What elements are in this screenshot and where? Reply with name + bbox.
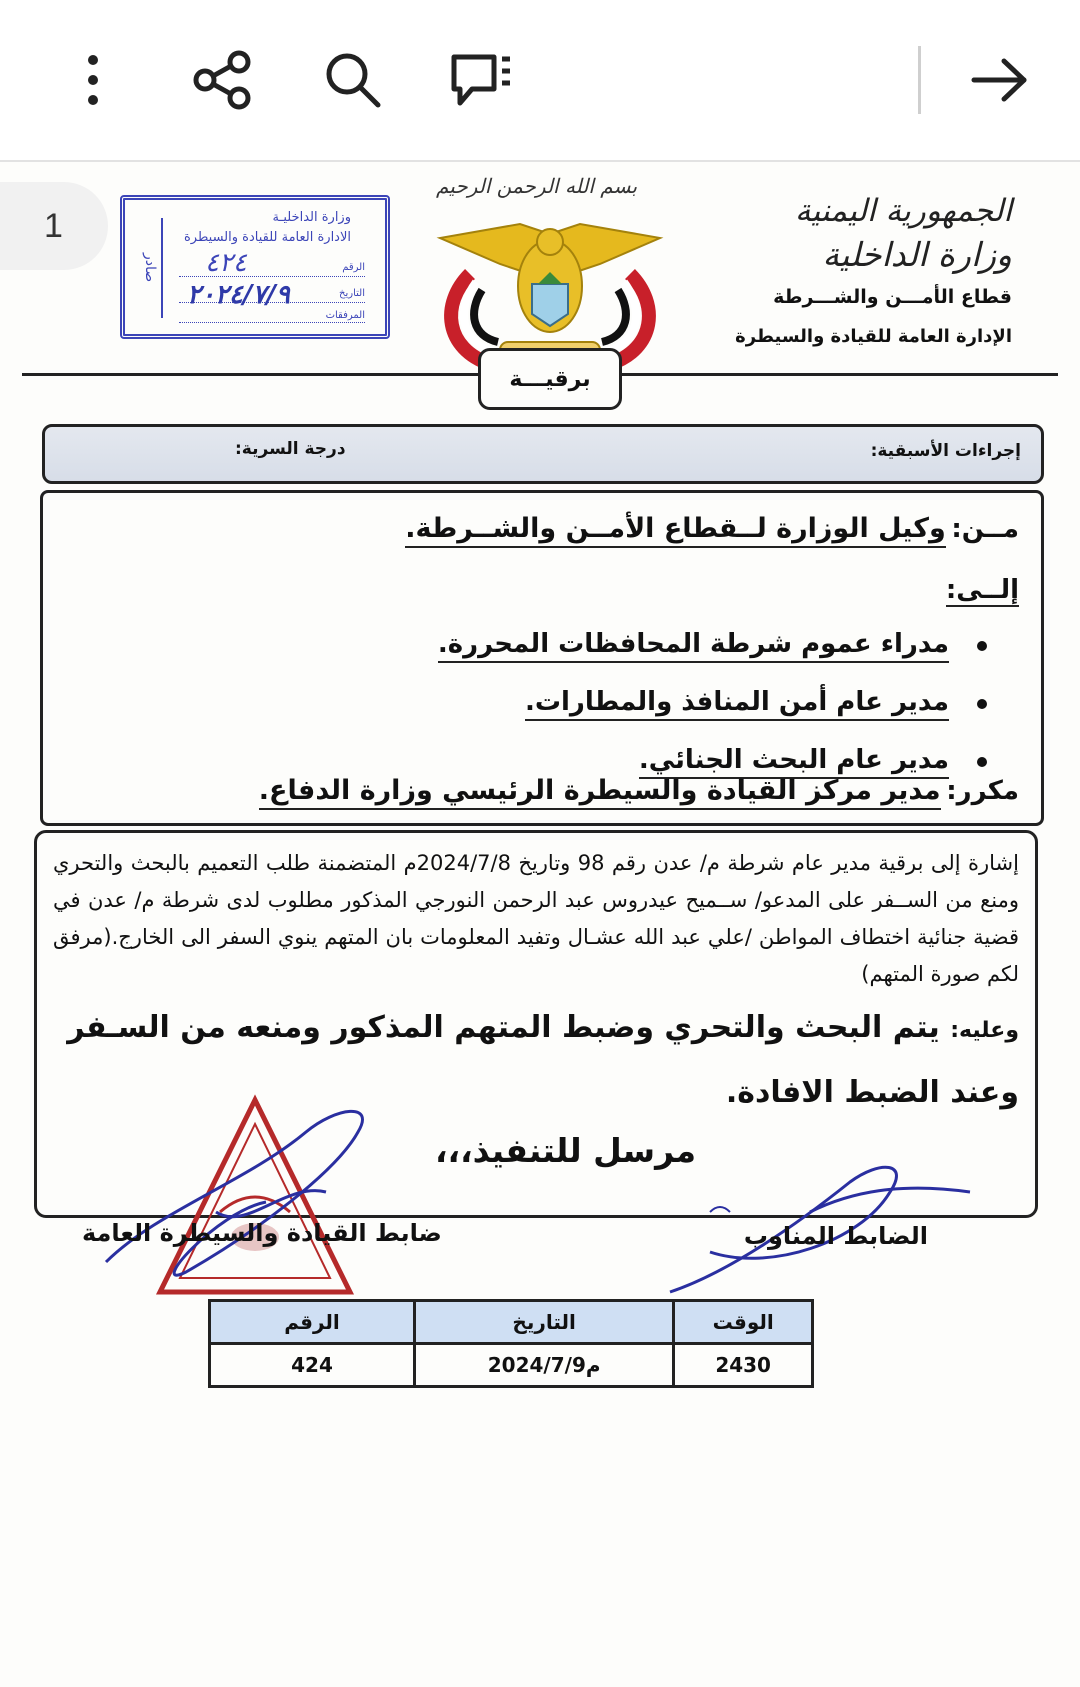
security-bar: [42, 424, 1044, 484]
comments-icon[interactable]: [446, 45, 516, 115]
cc-label: مكرر:: [946, 776, 1019, 806]
from-value: وكيل الوزارة لــقطاع الأمــن والشــرطة.: [405, 513, 946, 548]
stamp-number-label: الرقم: [342, 262, 365, 273]
to-row: [946, 575, 1019, 605]
from-label: مــن:: [951, 514, 1019, 544]
stamp-date-label: التاريخ: [339, 288, 365, 299]
stamp-attachments-line: [179, 322, 365, 323]
signature-left-icon: [96, 1092, 396, 1292]
addressing-box: [40, 490, 1044, 826]
table-row: [210, 1344, 813, 1387]
recipient-3: مدير عام البحث الجنائي.: [639, 745, 949, 779]
cell-number: 424: [210, 1344, 415, 1387]
cell-time: 2430: [674, 1344, 813, 1387]
document-type-label: برقيـــة: [478, 348, 622, 410]
stamp-ministry: وزارة الداخليـة: [272, 210, 351, 225]
recipient-1: مدراء عموم شرطة المحافظات المحررة.: [438, 629, 949, 663]
recipient-item: [525, 687, 987, 721]
cc-row: [259, 775, 1019, 806]
cc-value: مدير مركز القيادة والسيطرة الرئيسي وزارة الدفاع.: [259, 775, 941, 810]
general-officer-signature-label: ضابط القيادة والسيطرة العامة: [82, 1219, 442, 1247]
recipient-2: مدير عام أمن المنافذ والمطارات.: [525, 687, 949, 721]
to-label: إلــى:: [945, 575, 1019, 605]
from-row: [405, 513, 1019, 544]
share-icon[interactable]: [188, 45, 258, 115]
message-paragraph: إشارة إلى برقية مدير عام شرطة م/ عدن رقم 98 وتاريخ 2024/7/8م المتضمنة طلب التعميم بالبحث والتحري ومنع من الســفر على المدعو/ ســميح عيدروس عبد الرحمن النورجي المذكور مطلوب لدى شرطة م/ عدن في قضية جنائية اختطاف المواطن /علي عبد الله عشـال وتفيد المعلومات بان المتهم ينوي السفر الى الخارج.(مرفق لكم صورة المتهم): [53, 851, 1019, 986]
duty-officer-signature-label: الضابط المناوب: [743, 1222, 928, 1250]
country-name: الجمهورية اليمنية: [794, 193, 1012, 229]
letterhead: [735, 190, 1012, 347]
department-name: الإدارة العامة للقيادة والسيطرة: [735, 326, 1012, 347]
basmala: بسم الله الرحمن الرحيم: [436, 174, 638, 198]
search-icon[interactable]: [318, 45, 388, 115]
priority-label: إجراءات الأسبقية:: [870, 441, 1021, 461]
viewer-toolbar: [0, 0, 1080, 162]
more-vert-icon[interactable]: [58, 45, 128, 115]
sent-for-execution: مرسل للتنفيذ،،،: [435, 1131, 697, 1170]
classification-label: درجة السرية:: [235, 439, 346, 459]
transmission-info-table: [208, 1299, 814, 1388]
cell-date: 2024/7/9م: [415, 1344, 674, 1387]
stamp-number-handwritten: ٤٢٤: [205, 248, 247, 278]
page-number-badge: 1: [0, 182, 108, 270]
stamp-date-handwritten: ٢٠٢٤/٧/٩: [187, 280, 290, 310]
ministry-name: وزارة الداخلية: [822, 235, 1012, 274]
recipient-item: [438, 629, 987, 663]
toolbar-separator: [918, 46, 921, 114]
stamp-department: الادارة العامة للقيادة والسيطرة: [184, 230, 351, 245]
therefore-label: وعليه:: [950, 1018, 1019, 1043]
document-page: [0, 162, 1080, 1687]
sector-name: قطاع الأمـــن والشـــرطة: [773, 286, 1012, 308]
forward-arrow-icon[interactable]: [965, 45, 1035, 115]
header-number: الرقم: [210, 1301, 415, 1344]
outgoing-stamp: [120, 195, 390, 339]
therefore-text: يتم البحث والتحري وضبط المتهم المذكور ومنعه من السـفر وعند الضبط الافادة.: [67, 1010, 1019, 1110]
stamp-outgoing-label: صادر: [139, 218, 163, 318]
stamp-attachments-label: المرفقات: [325, 310, 365, 321]
table-header-row: [210, 1301, 813, 1344]
recipient-item: [639, 745, 987, 779]
header-date: التاريخ: [415, 1301, 674, 1344]
header-time: الوقت: [674, 1301, 813, 1344]
